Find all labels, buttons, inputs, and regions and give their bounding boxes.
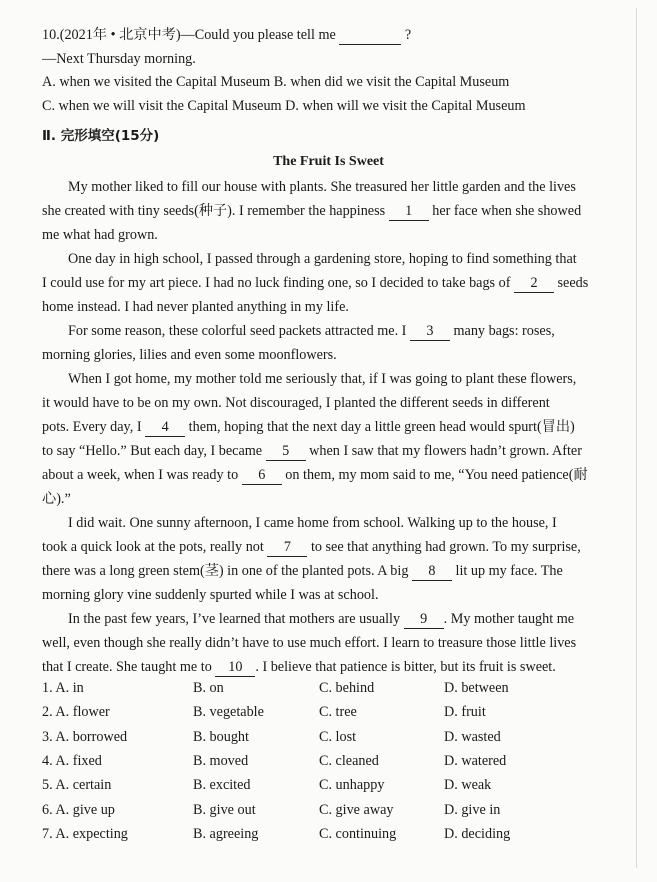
answer-blank: 4: [145, 418, 185, 437]
q10-reply: —Next Thursday morning.: [42, 51, 196, 67]
option-c: C. behind: [319, 680, 375, 696]
margin-rule: [636, 8, 637, 868]
passage-text: One day in high school, I passed through a gardening store, hoping to find something that: [68, 251, 577, 267]
passage-text: I did wait. One sunny afternoon, I came home from school. Walking up to the house, I: [68, 515, 557, 531]
option-a: 6. A. give up: [42, 801, 115, 818]
passage-line: [42, 490, 71, 508]
passage-text: well, even though she really didn’t have to use much effort. I learn to treasure those little lives: [42, 635, 577, 651]
passage-text: pots. Every day, I: [42, 419, 142, 435]
passage-text: 心).”: [42, 491, 71, 507]
option-a: 5. A. certain: [42, 777, 112, 794]
option-b: B. moved: [193, 752, 249, 769]
option-b: B. excited: [193, 777, 251, 794]
answer-blank: 2: [514, 274, 554, 293]
passage-text: to say “Hello.” But each day, I became: [42, 443, 263, 459]
passage-line: [42, 394, 550, 412]
q10-blank: [339, 26, 401, 45]
passage-text: When I got home, my mother told me seriously that, if I was going to plant these flowers,: [68, 371, 577, 387]
passage-line: [68, 178, 576, 196]
option-d: D. weak: [444, 777, 492, 794]
q10-stem-line: [42, 26, 411, 45]
passage-text: morning glories, lilies and even some moonflowers.: [42, 347, 337, 363]
passage-text: My mother liked to fill our house with plants. She treasured her little garden and the lives: [68, 179, 576, 195]
passage-text: me what had grown.: [42, 227, 158, 243]
passage-title: The Fruit Is Sweet: [273, 154, 384, 169]
option-b: B. on: [193, 680, 224, 696]
passage-text: them, hoping that the next day a little green head would spurt(冒出): [185, 419, 575, 435]
passage-line: [68, 250, 577, 268]
passage-line: [42, 418, 575, 437]
answer-blank: 8: [412, 562, 452, 581]
passage-text: many bags: roses,: [449, 323, 555, 339]
passage-line: [42, 466, 588, 485]
passage-text: seeds: [553, 275, 589, 291]
q10-question-mark: ?: [404, 27, 412, 43]
option-b: B. bought: [193, 728, 249, 745]
option-a: 1. A. in: [42, 680, 84, 696]
passage-text: when I saw that my flowers hadn’t grown. After: [305, 443, 582, 459]
option-a: 4. A. fixed: [42, 752, 102, 769]
option-d: D. give in: [444, 801, 501, 818]
answer-blank: 3: [410, 322, 450, 341]
passage-text: on them, my mom said to me, “You need patience(耐: [281, 467, 588, 483]
option-c: C. give away: [319, 801, 394, 818]
passage-line: [42, 346, 337, 364]
passage-line: [42, 298, 349, 316]
option-c: C. unhappy: [319, 777, 385, 794]
option-a: 2. A. flower: [42, 704, 110, 721]
passage-line: [42, 634, 576, 652]
answer-blank: 10: [215, 658, 255, 677]
option-b: B. vegetable: [193, 704, 264, 721]
option-d: D. wasted: [444, 728, 501, 745]
passage-line: [42, 538, 581, 557]
option-d: D. watered: [444, 752, 507, 769]
q10-options-row2: C. when we will visit the Capital Museum D. when will we visit the Capital Museum: [42, 98, 526, 114]
option-c: C. cleaned: [319, 752, 379, 769]
passage-text: about a week, when I was ready to: [42, 467, 239, 483]
passage-line: [68, 322, 555, 341]
passage-text: morning glory vine suddenly spurted while I was at school.: [42, 587, 379, 603]
passage-text: that I create. She taught me to: [42, 659, 212, 675]
answer-blank: 7: [267, 538, 307, 557]
passage-line: [42, 562, 563, 581]
option-a: 7. A. expecting: [42, 825, 128, 842]
passage-text: she created with tiny seeds(种子). I remember the happiness: [42, 203, 386, 219]
option-b: B. give out: [193, 801, 256, 818]
answer-blank: 6: [242, 466, 282, 485]
passage-text: I could use for my art piece. I had no luck finding one, so I decided to take bags of: [42, 275, 511, 291]
passage-text: . I believe that patience is bitter, but its fruit is sweet.: [255, 659, 556, 675]
passage-line: [68, 514, 557, 532]
q10-stem: 10.(2021年 • 北京中考)—Could you please tell me: [42, 27, 336, 43]
option-d: D. between: [444, 680, 509, 696]
passage-line: [42, 274, 588, 293]
passage-line: [68, 370, 576, 388]
passage-line: [42, 658, 556, 677]
option-c: C. lost: [319, 728, 357, 745]
passage-text: For some reason, these colorful seed packets attracted me. I: [68, 323, 407, 339]
option-b: B. agreeing: [193, 825, 259, 842]
passage-line: [42, 202, 581, 221]
section-heading: Ⅱ. 完形填空(15分): [42, 128, 160, 144]
passage-line: [42, 226, 158, 244]
passage-line: [42, 442, 582, 461]
passage-line: [68, 610, 574, 629]
passage-text: it would have to be on my own. Not discouraged, I planted the different seeds in different: [42, 395, 550, 411]
answer-blank: 1: [389, 202, 429, 221]
option-c: C. continuing: [319, 825, 397, 842]
option-a: 3. A. borrowed: [42, 728, 128, 745]
passage-text: In the past few years, I’ve learned that mothers are usually: [68, 611, 401, 627]
answer-blank: 9: [404, 610, 444, 629]
q10-options-row1: A. when we visited the Capital Museum B. when did we visit the Capital Museum: [42, 74, 510, 90]
passage-text: her face when she showed: [428, 203, 582, 219]
passage-line: [42, 586, 379, 604]
passage-text: there was a long green stem(茎) in one of the planted pots. A big: [42, 563, 409, 579]
answer-blank: 5: [266, 442, 306, 461]
passage-text: to see that anything had grown. To my surprise,: [307, 539, 581, 555]
passage-text: took a quick look at the pots, really not: [42, 539, 264, 555]
passage-text: lit up my face. The: [451, 563, 563, 579]
passage-text: . My mother taught me: [443, 611, 575, 627]
option-c: C. tree: [319, 704, 357, 721]
option-d: D. fruit: [444, 704, 486, 721]
option-d: D. deciding: [444, 825, 511, 842]
passage-text: home instead. I had never planted anything in my life.: [42, 299, 349, 315]
